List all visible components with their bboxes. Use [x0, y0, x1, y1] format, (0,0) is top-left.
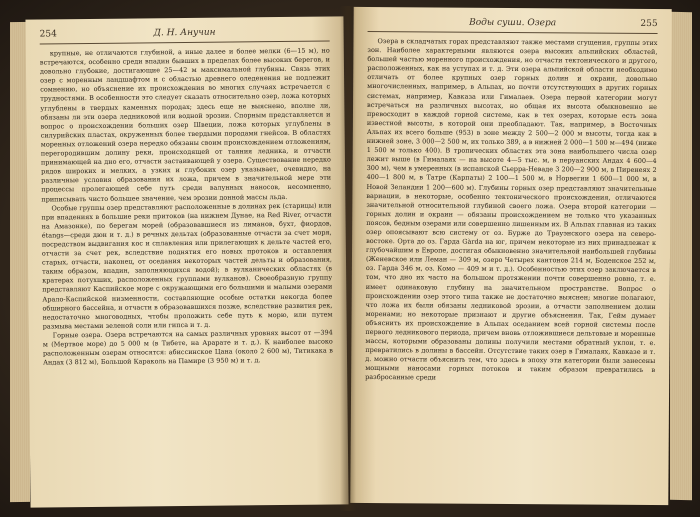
left-paragraph-1: крупные, не отличаются глубиной, а иные далее и более мелки (6—15 м), но встречаются, особенно среди впадин бывших в пределах более высоких берегов, и довольно глубокие, достигающие 25—42 м максимальной глубины. Связь этих озер с моренным ландшафтом и с областью древнего оледенения не подлежит сомнению, но объяснение их происхождения во многих случаях встречается с трудностями. В особенности это следует сказать относительно озер, ложа которых углублены в твердых каменных породах; здесь еще не выяснено, вполне ли, обязаны ли эти озера ледниковой или водной эрозии. Спорным представляется и вопрос о происхождении больших озер Швеции, ложа которых углублены в силурийских пластах, окруженных более твердыми породами гнейсов. В областях моренных отложений озера нередко обязаны своим происхождением отложениям, перегородившим долину реки, происходящей от таяния ледника, и отчасти принимающей на дно его, отчасти застаивающей у озера. Существование нередко рядов широких и мелких, а узких и глубоких озер указывает, очевидно, на различные условия образования их ложа, причем в значительной мере эти процессы пролегающей себе путь среди валунных наносов, несомненно, приписывать чисто большее значение, чем эрозии донной массы льда. — [39, 46, 332, 204]
right-running-head: Воды суши. Озера — [469, 17, 557, 29]
right-page-body — [364, 37, 657, 499]
left-page-body — [40, 46, 335, 501]
right-page-stack-edge — [670, 12, 692, 500]
right-paragraph-1: Озера в складчатых горах представляют также местами сгущения, группы этих зон. Наиболее характерными являются озера высоких альпийских областей, большей частью моренного происхождения, но отчасти тектонического и другого, расположенных, как на уступах и т. д. Эти озера альпийской области необходимо отличать от более крупных озер горных долин и окраин, довольно многочисленных, например, в Альпах, но почти отсутствующих в других горных системах, например, Кавказа или Гималаев. Озера первой категории могут встречаться на различных высотах, но общая их высота обыкновенно не превосходит в каждой горной системе, как в тех озерах, которые есть зона известной высоты, в которой они преобладают. Так, например, в Восточных Альпах их всего больше (953) в зоне между 2 500—2 000 м высоты, тогда как в нижней зоне, 3 000—2 500 м, их только 389, а в нижней 2 000—1 500 м—494 (ниже 1 500 м только 400). В тропических областях эта зона наибольшего числа озер лежит выше (в Гималаях — на высоте 4—5 тыс. м, в перуанских Андах 4 600—4 300 м), чем в умеренных (в испанской Сьерра-Неваде 3 200—2 900 м, в Пиренеях 2 400—1 800 м, в Татре (Карпаты) 2 100—1 500 м, в Норвегии 1 600—1 000 м, в Новой Зеландии 1 200—600 м). Глубины горных озер представляют значительные вариации, в некоторые, особенно тектонического происхождения, отличаются значительной относительной глубиной своего ложа. Озера второй категории — горных долин и окраин — обязаны происхождением не только что указанных поясов, бедным озерами или совершенно лишенным их. В Альпах главная из таких озер опоясывают всю систему от оз. Бурже до Трауэнского озера на северо-востоке. Орта до оз. Гарда Gàrda на юг, причем некоторые из них принадлежат к глубочайшим в Европе, достигая обыкновенно значительной наибольшей глубины (Женевское или Леман — 309 м, озеро Четырех кантонов 214 м, Боденское 252 м, оз. Гарда 346 м, оз. Комо — 409 м и т. д.). Особенностью этих озер заключается в том, что дно их часто на большом протяжении почти совершенно ровно, т. е. имеет одинаковую глубину на значительном пространстве. Вопрос о происхождении озер этого типа также не достаточно выяснен; многие полагают, что ложа их были обязаны ледниковой эрозии, а отчасти заполнением долин моренами; но некоторые признают и другие объяснения. Так, Гейм думает объяснить их происхождение в Альпах оседанием всей горной системы после первого ледникового периода, причем вновь отложившиеся дельтовые и моренные массы, которыми образованы долины получили местами обратный уклон, т. е. превратились в долины в бассейн. Отсутствие таких озер в Гималаях, Кавказе и т. д. можно отчасти объяснить тем, что здесь в эпоху эти категории были занесены мощными наносами горных потоков и таким образом превратились в разбросанные среди — [365, 37, 658, 382]
left-running-head: Д. Н. Анучин — [153, 27, 216, 39]
left-paragraph-2: Особые группы озер представляют расположенные в долинах рек (старицы) или при впадениях в большие реки притоков (на нижнем Дунае, на Red River, отчасти на Амазонке), по берегам морей (образовавшиеся из лиманов, бухт, фиордов, étangs—среди дюн и т. д.) в речных дельтах (образованные отчасти за счет моря, посредством выдвигания кос и сплавления или прилегающих к дельте частей его, отчасти за счет рек, вследствие поднятия его новых протоков и оставления старых, отчасти, наконец, от оседания некоторых частей дельты и образования, таким образом, впадин, заполняющихся водой); в вулканических областях (в кратерах потухших, расположенных группами вулканов). Своеобразную группу представляют Каспийское море с окружающими его большими и малыми озерами Арало-Каспийской низменности, составляющие особые остатки некогда более обширного бассейна, и отчасти в образовавшихся позже, вследствие развития рек, недостаточно многоводных, чтобы проложить себе путь к морю, или путем размыва местами зеленой соли или гипса и т. д. — [41, 201, 333, 331]
right-page-number: 255 — [640, 18, 658, 30]
left-page-number: 254 — [39, 29, 57, 40]
left-page — [25, 16, 348, 507]
left-paragraph-3: Горные озера. Озера встречаются на самых различных уровнях высот от —394 м (Мертвое море) до 5 000 м (в Тибете, на Арарате и т. д.). К наиболее высоко расположенным озерам относятся: абиссинское Цана (около 2 600 м), Титикака в Андах (3 812 м), Большой Караколь на Памире (3 950 м) и т. д. — [42, 328, 333, 367]
right-page — [350, 7, 671, 505]
book-gutter-shadow — [340, 6, 356, 511]
